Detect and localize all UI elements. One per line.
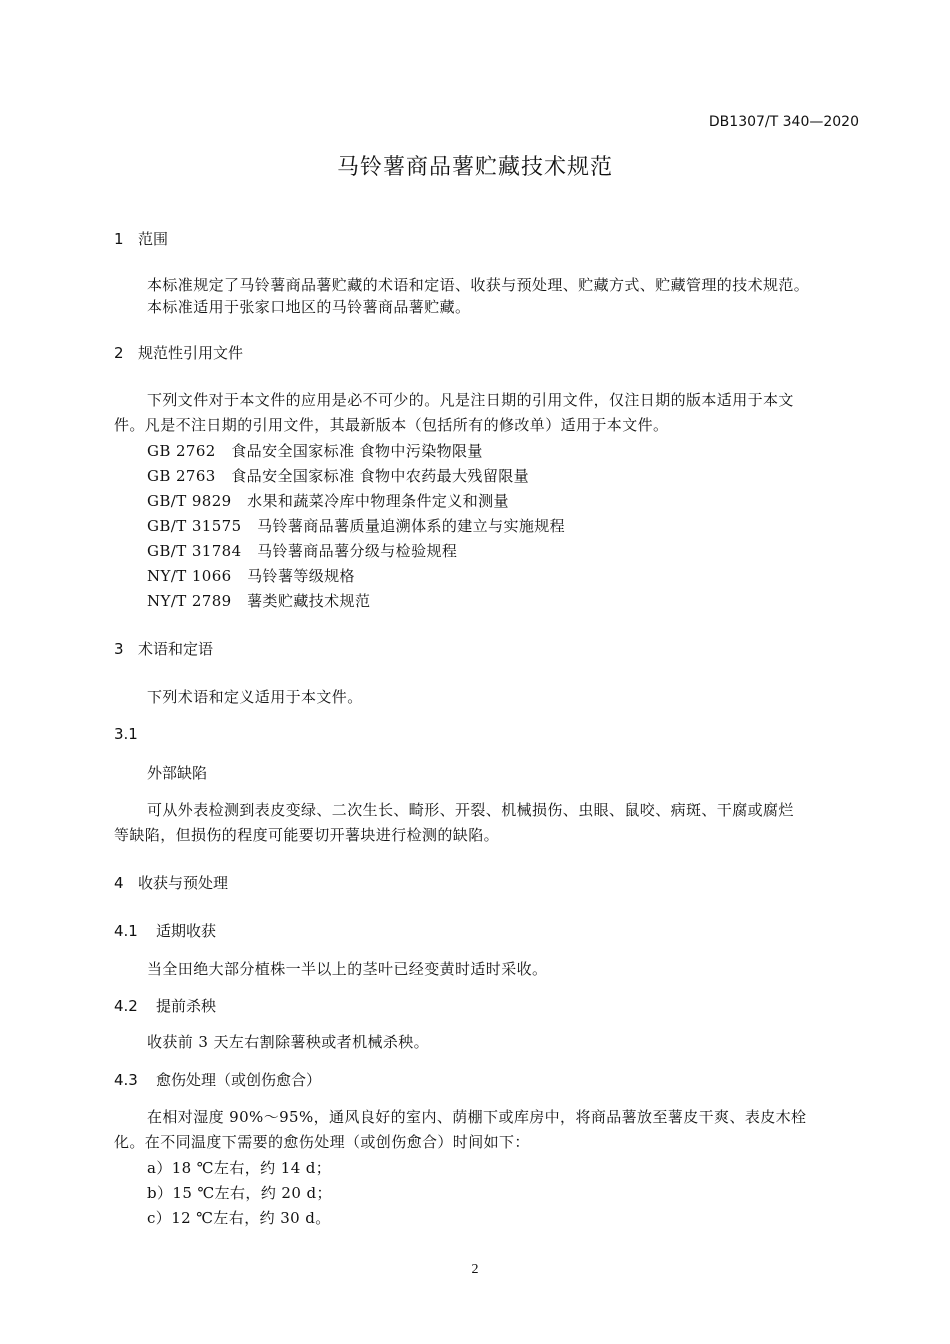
subsection-title: 提前杀秧: [156, 997, 217, 1015]
term-title: 外部缺陷: [147, 764, 208, 782]
page-title: 马铃薯商品薯贮藏技术规范: [336, 155, 613, 180]
subsection-heading: [114, 995, 216, 1016]
subsection-title: 适期收获: [156, 922, 217, 940]
section-number: 3: [114, 640, 124, 658]
reference-item: [147, 540, 457, 561]
reference-title: 食品安全国家标准 食物中污染物限量: [231, 442, 483, 460]
paragraph-line: 件。凡是不注日期的引用文件，其最新版本（包括所有的修改单）适用于本文件。: [114, 416, 669, 434]
subsection-number: 4.1: [114, 922, 138, 940]
section-1-heading: [114, 228, 168, 249]
reference-item: [147, 465, 529, 486]
subsection-number: 4.2: [114, 997, 138, 1015]
section-title: 规范性引用文件: [138, 344, 244, 362]
reference-item: [147, 565, 355, 586]
paragraph-line: 在相对湿度 90%～95%，通风良好的室内、荫棚下或库房中，将商品薯放至薯皮干爽、表皮木栓: [147, 1108, 807, 1126]
reference-code: NY/T 1066: [147, 567, 232, 585]
page-number: 2: [471, 1262, 479, 1277]
subsection-number: 3.1: [114, 725, 138, 743]
reference-item: [147, 490, 509, 511]
reference-title: 食品安全国家标准 食物中农药最大残留限量: [231, 467, 530, 485]
section-title: 术语和定语: [138, 640, 214, 658]
subsection-number: 4.3: [114, 1071, 138, 1089]
section-number: 1: [114, 230, 124, 248]
paragraph: 本标准适用于张家口地区的马铃薯商品薯贮藏。: [147, 298, 471, 316]
section-title: 范围: [138, 230, 169, 248]
paragraph: 收获前 3 天左右割除薯秧或者机械杀秧。: [147, 1033, 430, 1051]
section-number: 4: [114, 874, 124, 892]
reference-item: [147, 590, 370, 611]
section-number: 2: [114, 344, 124, 362]
section-4-heading: [114, 872, 228, 893]
reference-title: 马铃薯等级规格: [247, 567, 355, 585]
subsection-heading: [114, 1069, 321, 1090]
paragraph-line: 下列文件对于本文件的应用是必不可少的。凡是注日期的引用文件，仅注日期的版本适用于本文: [147, 391, 794, 409]
list-item: c）12 ℃左右，约 30 d。: [147, 1209, 331, 1227]
reference-code: GB 2762: [147, 442, 216, 460]
reference-item: [147, 515, 565, 536]
reference-code: GB 2763: [147, 467, 216, 485]
paragraph: 本标准规定了马铃薯商品薯贮藏的术语和定语、收获与预处理、贮藏方式、贮藏管理的技术规范。: [147, 276, 810, 294]
definition-line: 可从外表检测到表皮变绿、二次生长、畸形、开裂、机械损伤、虫眼、鼠咬、病斑、干腐或腐烂: [147, 801, 794, 819]
reference-title: 马铃薯商品薯质量追溯体系的建立与实施规程: [257, 517, 566, 535]
list-item: a）18 ℃左右，约 14 d；: [147, 1159, 332, 1177]
section-3-heading: [114, 638, 213, 659]
reference-item: [147, 440, 483, 461]
subsection-title: 愈伤处理（或创伤愈合）: [156, 1071, 322, 1089]
reference-code: GB/T 9829: [147, 492, 232, 510]
reference-code: GB/T 31575: [147, 517, 242, 535]
definition-line: 等缺陷，但损伤的程度可能要切开薯块进行检测的缺陷。: [114, 826, 500, 844]
paragraph-line: 化。在不同温度下需要的愈伤处理（或创伤愈合）时间如下：: [114, 1133, 530, 1151]
section-title: 收获与预处理: [138, 874, 229, 892]
paragraph: 下列术语和定义适用于本文件。: [147, 688, 363, 706]
reference-title: 马铃薯商品薯分级与检验规程: [257, 542, 458, 560]
list-item: b）15 ℃左右，约 20 d；: [147, 1184, 332, 1202]
reference-code: NY/T 2789: [147, 592, 232, 610]
subsection-heading: [114, 920, 216, 941]
reference-title: 水果和蔬菜冷库中物理条件定义和测量: [247, 492, 509, 510]
paragraph: 当全田绝大部分植株一半以上的茎叶已经变黄时适时采收。: [147, 960, 548, 978]
section-2-heading: [114, 342, 243, 363]
reference-title: 薯类贮藏技术规范: [247, 592, 371, 610]
document-code: DB1307/T 340—2020: [708, 114, 859, 130]
reference-code: GB/T 31784: [147, 542, 242, 560]
